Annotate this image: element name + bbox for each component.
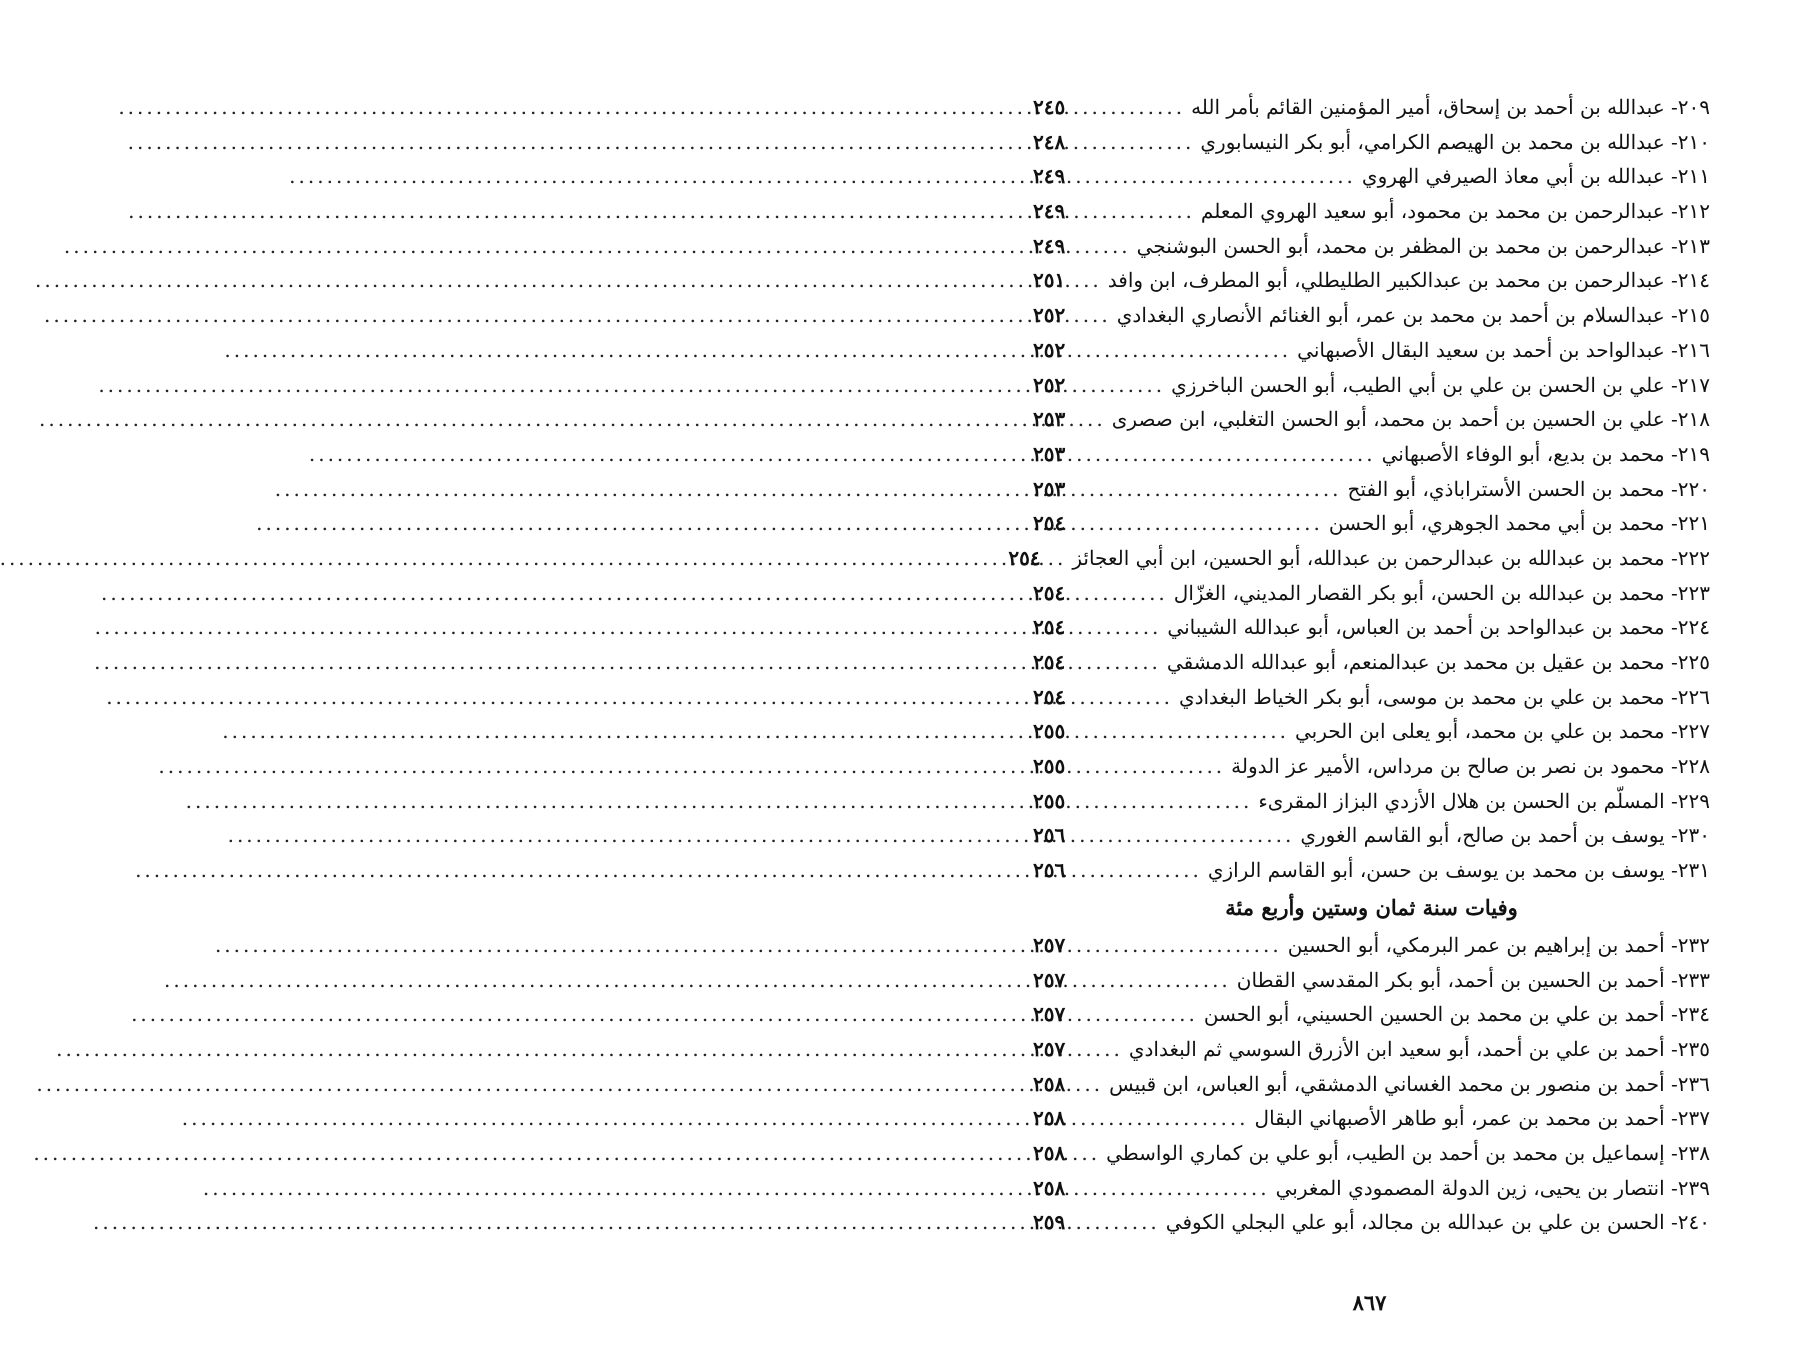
entry-number: ٢٣٧ [1677,1106,1710,1131]
entry-page: ٢٥٩ [1033,1210,1066,1235]
index-entry [1033,928,1710,963]
entry-page: ٢٥٤ [1033,650,1066,674]
entry-text: عبدالرحمن بن محمد بن المظفر بن محمد، أبو الحسن البوشنجي [1136,233,1665,258]
entry-label [1204,997,1710,1032]
entry-label [1137,229,1710,264]
index-entry [1033,818,1710,853]
entry-text: محمد بن عبدالواحد بن أحمد بن العباس، أبو عبدالله الشيباني [1167,615,1665,640]
entry-number: ٢١٤ [1677,268,1710,293]
entry-page: ٢٥٨ [1033,1071,1066,1096]
index-entry [1033,333,1710,368]
entry-number: ٢٣٠ [1677,823,1710,848]
entry-number: ٢١٢ [1677,199,1710,224]
entry-text: أحمد بن منصور بن محمد الغساني الدمشقي، أبو العباس، ابن قبيس [1109,1071,1665,1096]
index-entry [1033,645,1710,680]
entry-number: ٢٢٧ [1677,719,1710,744]
entry-text: انتصار بن يحيى، زين الدولة المصمودي المغربي [1275,1175,1665,1200]
entry-label [1208,853,1710,888]
dot-leader [1079,1067,1103,1102]
entry-page: ٢٤٩ [1033,164,1066,189]
entry-label [1295,714,1710,749]
entry-dash: - [1664,1002,1678,1027]
entry-text: عبدالله بن أحمد بن إسحاق، أمير المؤمنين القائم بأمر الله [1191,95,1665,119]
entry-label [1109,1067,1710,1102]
entry-text: محمد بن علي بن محمد بن موسى، أبو بكر الخياط البغدادي [1178,684,1665,709]
entry-label [1108,263,1710,298]
entry-label [1255,1101,1710,1136]
index-entry [1033,576,1710,611]
entry-page: ٢٤٩ [1033,199,1066,224]
entry-page: ٢٥٣ [1033,476,1066,501]
entry-label [1300,818,1710,853]
entry-page: ٢٥٣ [1033,441,1066,466]
entry-page: ٢٥٧ [1033,1036,1066,1061]
dot-leader [1079,1032,1123,1067]
dot-leader [1079,229,1131,264]
entry-text: أحمد بن علي بن محمد بن الحسين الحسيني، أبو الحسن [1203,1002,1665,1027]
entry-label [1288,928,1710,963]
dot-leader [1079,194,1195,229]
dot-leader [1079,159,1356,194]
entry-page: ٢٤٩ [1033,233,1066,258]
index-entry [1033,963,1710,998]
entry-text: أحمد بن علي بن أحمد، أبو سعيد ابن الأزرق السوسي ثم البغدادي [1128,1036,1665,1061]
index-page [1008,90,1710,1240]
index-entry [1033,1136,1710,1171]
entry-page: ٢٥٤ [1033,615,1066,640]
dot-leader [1079,610,1161,645]
entry-number: ٢١٠ [1677,129,1710,154]
entry-label [1166,1205,1710,1240]
index-entry [1033,1205,1710,1240]
entry-page: ٢٥٧ [1033,967,1066,992]
dot-leader [1054,541,1066,576]
index-entry [1033,368,1710,403]
entry-number: ٢٣٤ [1677,1002,1710,1027]
entry-dash: - [1664,823,1678,848]
index-entry [1008,541,1710,576]
index-entry [1033,749,1710,784]
entry-dash: - [1664,650,1678,674]
entry-number: ٢١٩ [1677,441,1710,466]
entry-text: يوسف بن أحمد بن صالح، أبو القاسم الغوري [1300,823,1665,848]
entry-page: ٢٥٤ [1008,545,1041,570]
index-entry [1033,437,1710,472]
entry-dash: - [1664,95,1678,119]
entry-label [1201,194,1710,229]
dot-leader [1079,714,1289,749]
section-heading: وفيات سنة ثمان وستين وأربع مئة [1225,894,1518,920]
index-entry [1033,784,1710,819]
entry-dash: - [1664,372,1678,397]
index-entry [1033,714,1710,749]
entry-dash: - [1664,1140,1678,1165]
entry-dash: - [1664,337,1678,362]
entry-dash: - [1664,788,1678,813]
entry-label [1112,402,1710,437]
entry-dash: - [1664,1210,1678,1235]
entry-dash: - [1664,1071,1678,1096]
entry-page: ٢٥٨ [1033,1175,1066,1200]
entry-number: ٢١١ [1677,164,1710,189]
entry-label [1106,1136,1710,1171]
index-entry [1033,90,1710,125]
entry-page: ٢٥٣ [1033,407,1066,432]
entry-text: عبدالله بن محمد بن الهيصم الكرامي، أبو بكر النيسابوري [1200,129,1665,154]
entry-number: ٢٣١ [1677,858,1710,883]
entry-dash: - [1664,684,1678,709]
entry-text: محمد بن الحسن الأستراباذي، أبو الفتح [1347,476,1665,501]
entry-label [1382,437,1710,472]
index-entry [1033,680,1710,715]
dot-leader [1079,298,1111,333]
entry-dash: - [1664,858,1678,883]
index-entry [1033,229,1710,264]
entry-number: ٢٢٦ [1677,684,1710,709]
dot-leader [1079,437,1376,472]
entry-number: ٢٣٥ [1677,1036,1710,1061]
index-entry [1033,1101,1710,1136]
entry-dash: - [1664,1036,1678,1061]
entry-number: ٢٣٦ [1677,1071,1710,1096]
dot-leader [1079,333,1291,368]
entry-page: ٢٥٥ [1033,719,1066,744]
entry-text: محمد بن عبدالله بن الحسن، أبو بكر القصار المديني، الغزّال [1173,580,1665,605]
dot-leader [1079,1136,1100,1171]
entry-dash: - [1664,233,1678,258]
entry-page: ٢٤٥ [1033,95,1066,119]
entry-label [1167,645,1710,680]
entry-number: ٢٢٨ [1677,754,1710,779]
dot-leader [1079,263,1102,298]
page-number: ٨٦٧ [1352,1290,1387,1315]
dot-leader [1079,506,1323,541]
index-entry [1033,1171,1710,1206]
entry-label [1329,506,1710,541]
dot-leader [1079,818,1294,853]
entry-text: محمد بن عبدالله بن عبدالرحمن بن عبدالله، أبو الحسين، ابن أبي العجائز [1072,545,1665,570]
index-entry [1033,125,1710,160]
entry-number: ٢٢٠ [1677,476,1710,501]
entry-dash: - [1664,268,1678,293]
entry-text: محمد بن أبي محمد الجوهري، أبو الحسن [1328,511,1665,536]
entry-dash: - [1664,967,1678,992]
dot-leader [1079,928,1282,963]
entry-page: ٢٥٨ [1033,1106,1066,1131]
entry-dash: - [1664,754,1678,779]
entry-text: أحمد بن إبراهيم بن عمر البرمكي، أبو الحسين [1287,932,1665,957]
entry-label [1231,749,1710,784]
entry-label [1167,610,1710,645]
entry-text: يوسف بن محمد بن يوسف بن حسن، أبو القاسم الرازي [1207,858,1665,883]
index-entry [1033,159,1710,194]
index-entry [1033,1067,1710,1102]
index-entry [1033,472,1710,507]
entry-dash: - [1664,199,1678,224]
dot-leader [1079,749,1225,784]
entry-text: محمد بن علي بن محمد، أبو يعلى ابن الحربي [1295,719,1665,744]
entry-text: المسلّم بن الحسن بن هلال الأزدي البزاز المقرىء [1258,788,1665,813]
entry-number: ٢٢٥ [1677,650,1710,674]
entry-text: علي بن الحسين بن أحمد بن محمد، أبو الحسن التغلبي، ابن صصرى [1111,407,1665,432]
entry-number: ٢٢٢ [1677,545,1710,570]
entry-number: ٢٣٨ [1677,1140,1710,1165]
entry-dash: - [1664,545,1678,570]
entry-label [1276,1171,1710,1206]
index-entry [1033,298,1710,333]
entry-number: ٢١٧ [1677,372,1710,397]
entry-label [1191,90,1710,125]
dot-leader [1079,368,1165,403]
entry-page: ٢٥٨ [1033,1140,1066,1165]
entry-label [1237,963,1710,998]
dot-leader [1079,680,1173,715]
dot-leader [1079,576,1168,611]
entry-label [1200,125,1710,160]
entry-number: ٢١٥ [1677,303,1710,328]
entry-label [1258,784,1710,819]
entry-page: ٢٥٧ [1033,932,1066,957]
entry-number: ٢٠٩ [1677,95,1710,119]
entry-dash: - [1664,1175,1678,1200]
dot-leader [1079,1171,1270,1206]
entry-dash: - [1664,1106,1678,1131]
entry-label [1171,368,1710,403]
entry-text: عبدالله بن أبي معاذ الصيرفي الهروي [1361,164,1665,189]
entry-number: ٢١٣ [1677,233,1710,258]
entry-text: أحمد بن الحسين بن أحمد، أبو بكر المقدسي القطان [1236,967,1665,992]
entry-number: ٢٣٢ [1677,932,1710,957]
entry-page: ٢٥٤ [1033,684,1066,709]
dot-leader [1079,472,1342,507]
entry-label [1348,472,1710,507]
entry-number: ٢١٦ [1677,337,1710,362]
entry-number: ٢٢١ [1677,511,1710,536]
entry-dash: - [1664,129,1678,154]
entry-text: عبدالرحمن بن محمد بن عبدالكبير الطليطلي، أبو المطرف، ابن وافد [1107,268,1665,293]
entry-dash: - [1664,441,1678,466]
entry-text: محمد بن بديع، أبو الوفاء الأصبهاني [1381,441,1665,466]
entry-dash: - [1664,580,1678,605]
entry-text: إسماعيل بن محمد بن أحمد بن الطيب، أبو علي بن كماري الواسطي [1106,1140,1665,1165]
entry-label [1179,680,1710,715]
dot-leader [1079,1205,1160,1240]
entry-text: محمود بن نصر بن صالح بن مرداس، الأمير عز الدولة [1231,754,1665,779]
entry-number: ٢٣٣ [1677,967,1710,992]
entry-text: علي بن الحسن بن علي بن أبي الطيب، أبو الحسن الباخرزي [1171,372,1665,397]
dot-leader [1079,997,1198,1032]
entry-list-a [1008,90,1710,888]
index-entry [1033,610,1710,645]
entry-dash: - [1664,476,1678,501]
entry-number: ٢٢٣ [1677,580,1710,605]
entry-dash: - [1664,303,1678,328]
dot-leader [1079,963,1231,998]
entry-page: ٢٥٤ [1033,511,1066,536]
entry-dash: - [1664,615,1678,640]
entry-text: أحمد بن محمد بن عمر، أبو طاهر الأصبهاني البقال [1254,1106,1665,1131]
entry-page: ٢٥٢ [1033,372,1066,397]
entry-number: ٢٤٠ [1677,1210,1710,1235]
dot-leader [1079,125,1194,160]
dot-leader [1079,402,1106,437]
entry-number: ٢١٨ [1677,407,1710,432]
entry-label [1174,576,1710,611]
entry-page: ٢٥٢ [1033,303,1066,328]
entry-label [1072,541,1710,576]
dot-leader [1079,90,1185,125]
entry-label [1297,333,1710,368]
entry-page: ٢٥٦ [1033,858,1066,883]
index-entry [1033,194,1710,229]
entry-dash: - [1664,164,1678,189]
index-entry [1033,506,1710,541]
dot-leader [1079,645,1161,680]
dot-leader [1079,784,1252,819]
dot-leader [1079,853,1202,888]
entry-text: الحسن بن علي بن عبدالله بن مجالد، أبو علي البجلي الكوفي [1165,1210,1665,1235]
index-entry [1033,1032,1710,1067]
entry-page: ٢٥٥ [1033,788,1066,813]
entry-page: ٢٥٦ [1033,823,1066,848]
entry-page: ٢٥٢ [1033,337,1066,362]
entry-label [1129,1032,1710,1067]
entry-dash: - [1664,407,1678,432]
entry-number: ٢٢٩ [1677,788,1710,813]
entry-text: محمد بن عقيل بن محمد بن عبدالمنعم، أبو عبدالله الدمشقي [1166,650,1665,674]
entry-number: ٢٢٤ [1677,615,1710,640]
entry-dash: - [1664,932,1678,957]
entry-number: ٢٣٩ [1677,1175,1710,1200]
entry-label [1117,298,1710,333]
entry-list-b [1033,928,1710,1240]
entry-page: ٢٥٤ [1033,580,1066,605]
entry-label [1362,159,1710,194]
index-entry [1033,853,1710,888]
entry-text: عبدالرحمن بن محمد بن محمود، أبو سعيد الهروي المعلم [1200,199,1665,224]
entry-page: ٢٤٨ [1033,129,1066,154]
index-entry [1033,402,1710,437]
entry-page: ٢٥١ [1033,268,1066,293]
index-entry [1033,997,1710,1032]
entry-dash: - [1664,719,1678,744]
entry-text: عبدالواحد بن أحمد بن سعيد البقال الأصبهاني [1297,337,1665,362]
entry-page: ٢٥٧ [1033,1002,1066,1027]
index-entry [1033,263,1710,298]
entry-text: عبدالسلام بن أحمد بن محمد بن عمر، أبو الغنائم الأنصاري البغدادي [1116,303,1665,328]
entry-page: ٢٥٥ [1033,754,1066,779]
entry-dash: - [1664,511,1678,536]
dot-leader [1079,1101,1249,1136]
